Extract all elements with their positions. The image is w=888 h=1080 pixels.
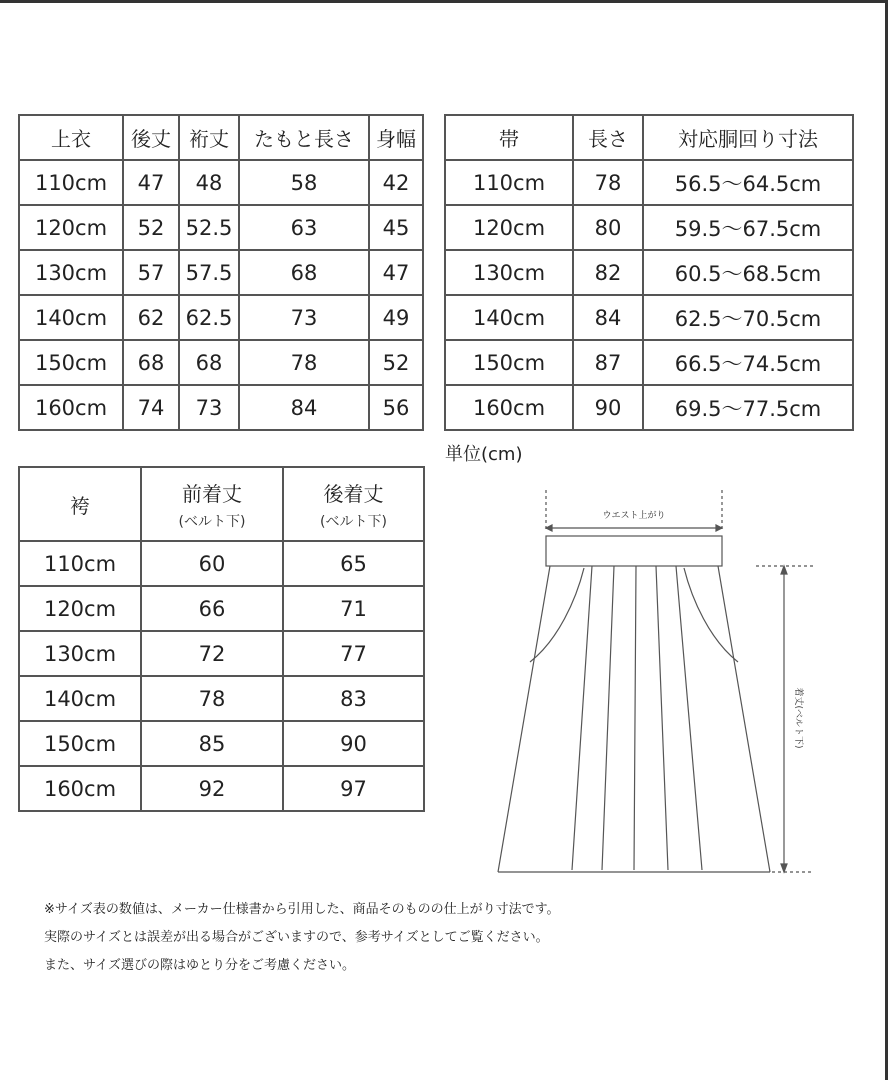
table-row <box>19 586 424 631</box>
cell-value: 78 <box>141 676 283 721</box>
length-arrow-bottom-icon <box>781 864 787 872</box>
cell-value: 45 <box>369 205 423 250</box>
note-line: 実際のサイズとは誤差が出る場合がございますので、参考サイズとしてご覧ください。 <box>44 930 549 945</box>
cell-size: 130cm <box>445 250 573 295</box>
note-line: また、サイズ選びの際はゆとり分をご考慮ください。 <box>44 958 355 973</box>
table-header-row <box>445 115 853 160</box>
belt-band <box>546 536 722 566</box>
table-row <box>19 250 423 295</box>
header-title: 後着丈 <box>323 481 384 506</box>
cell-value: 87 <box>573 340 643 385</box>
header-subtitle: (ベルト下) <box>320 513 387 530</box>
header-subtitle: (ベルト下) <box>178 513 246 530</box>
cell-size: 110cm <box>445 160 573 205</box>
header-jacket: 上衣 <box>19 115 123 160</box>
cell-value: 59.5〜67.5cm <box>643 205 853 250</box>
cell-size: 110cm <box>19 541 141 586</box>
cell-value: 92 <box>141 766 283 811</box>
header-length: 長さ <box>573 115 643 160</box>
cell-value: 56 <box>369 385 423 430</box>
table-row <box>445 160 853 205</box>
cell-size: 150cm <box>19 340 123 385</box>
cell-size: 140cm <box>19 295 123 340</box>
cell-value: 83 <box>283 676 424 721</box>
cell-value: 68 <box>239 250 369 295</box>
cell-value: 47 <box>369 250 423 295</box>
hakama-diagram <box>488 490 818 880</box>
cell-size: 160cm <box>19 385 123 430</box>
cell-value: 57 <box>123 250 179 295</box>
header-back-length <box>283 467 424 541</box>
table-header-row <box>19 467 424 541</box>
cell-value: 90 <box>283 721 424 766</box>
header-title: 袴 <box>70 493 90 518</box>
length-arrow-top-icon <box>781 566 787 574</box>
cell-value: 71 <box>283 586 424 631</box>
table-row <box>445 205 853 250</box>
table-row <box>19 385 423 430</box>
cell-value: 84 <box>239 385 369 430</box>
cell-value: 62.5 <box>179 295 239 340</box>
cell-value: 52 <box>369 340 423 385</box>
table-row <box>445 385 853 430</box>
cell-size: 120cm <box>445 205 573 250</box>
cell-value: 57.5 <box>179 250 239 295</box>
table-row <box>445 295 853 340</box>
cell-value: 74 <box>123 385 179 430</box>
table-row <box>19 721 424 766</box>
header-front-length <box>141 467 283 541</box>
cell-size: 140cm <box>445 295 573 340</box>
cell-value: 60 <box>141 541 283 586</box>
table-row <box>445 340 853 385</box>
top-border <box>0 0 888 3</box>
cell-size: 160cm <box>19 766 141 811</box>
cell-value: 72 <box>141 631 283 676</box>
side-opening-left <box>530 568 584 662</box>
cell-value: 65 <box>283 541 424 586</box>
header-hakama <box>19 467 141 541</box>
header-sleeve-pocket-length: たもと長さ <box>239 115 369 160</box>
cell-value: 78 <box>239 340 369 385</box>
cell-value: 56.5〜64.5cm <box>643 160 853 205</box>
cell-value: 97 <box>283 766 424 811</box>
cell-value: 84 <box>573 295 643 340</box>
cell-value: 85 <box>141 721 283 766</box>
cell-value: 62.5〜70.5cm <box>643 295 853 340</box>
cell-value: 68 <box>123 340 179 385</box>
header-sleeve-length: 裄丈 <box>179 115 239 160</box>
table-row <box>19 160 423 205</box>
waist-arrow-right-icon <box>716 525 722 531</box>
cell-size: 130cm <box>19 631 141 676</box>
table-row <box>19 340 423 385</box>
cell-value: 77 <box>283 631 424 676</box>
cell-value: 49 <box>369 295 423 340</box>
cell-value: 47 <box>123 160 179 205</box>
cell-value: 82 <box>573 250 643 295</box>
cell-value: 68 <box>179 340 239 385</box>
cell-value: 52 <box>123 205 179 250</box>
cell-value: 90 <box>573 385 643 430</box>
cell-size: 140cm <box>19 676 141 721</box>
table-header-row <box>19 115 423 160</box>
cell-value: 42 <box>369 160 423 205</box>
header-obi: 帯 <box>445 115 573 160</box>
cell-value: 58 <box>239 160 369 205</box>
table-row <box>19 766 424 811</box>
cell-size: 110cm <box>19 160 123 205</box>
cell-value: 60.5〜68.5cm <box>643 250 853 295</box>
cell-value: 80 <box>573 205 643 250</box>
hakama-size-table <box>18 466 425 812</box>
cell-value: 63 <box>239 205 369 250</box>
obi-size-table <box>444 114 854 431</box>
header-title: 前着丈 <box>182 481 242 506</box>
table-row <box>19 631 424 676</box>
cell-size: 150cm <box>445 340 573 385</box>
waist-arrow-left-icon <box>546 525 552 531</box>
jacket-size-table <box>18 114 424 431</box>
cell-value: 69.5〜77.5cm <box>643 385 853 430</box>
table-row <box>19 205 423 250</box>
cell-value: 48 <box>179 160 239 205</box>
cell-value: 66.5〜74.5cm <box>643 340 853 385</box>
cell-value: 73 <box>239 295 369 340</box>
cell-size: 120cm <box>19 586 141 631</box>
length-label: 着丈(ベルト下) <box>793 687 803 749</box>
cell-size: 150cm <box>19 721 141 766</box>
cell-value: 52.5 <box>179 205 239 250</box>
cell-size: 120cm <box>19 205 123 250</box>
table-row <box>445 250 853 295</box>
cell-value: 73 <box>179 385 239 430</box>
header-back-length: 後丈 <box>123 115 179 160</box>
side-opening-right <box>684 568 738 662</box>
table-row <box>19 676 424 721</box>
notes <box>44 896 560 980</box>
cell-value: 62 <box>123 295 179 340</box>
unit-label: 単位(cm) <box>445 444 523 465</box>
header-body-width: 身幅 <box>369 115 423 160</box>
waist-label: ウエスト上がり <box>602 511 666 521</box>
cell-size: 130cm <box>19 250 123 295</box>
table-row <box>19 541 424 586</box>
table-row <box>19 295 423 340</box>
cell-value: 66 <box>141 586 283 631</box>
header-waist-range: 対応胴回り寸法 <box>643 115 853 160</box>
pleat-lines <box>572 566 702 870</box>
cell-size: 160cm <box>445 385 573 430</box>
note-line: ※サイズ表の数値は、メーカー仕様書から引用した、商品そのものの仕上がり寸法です。 <box>44 902 560 917</box>
cell-value: 78 <box>573 160 643 205</box>
